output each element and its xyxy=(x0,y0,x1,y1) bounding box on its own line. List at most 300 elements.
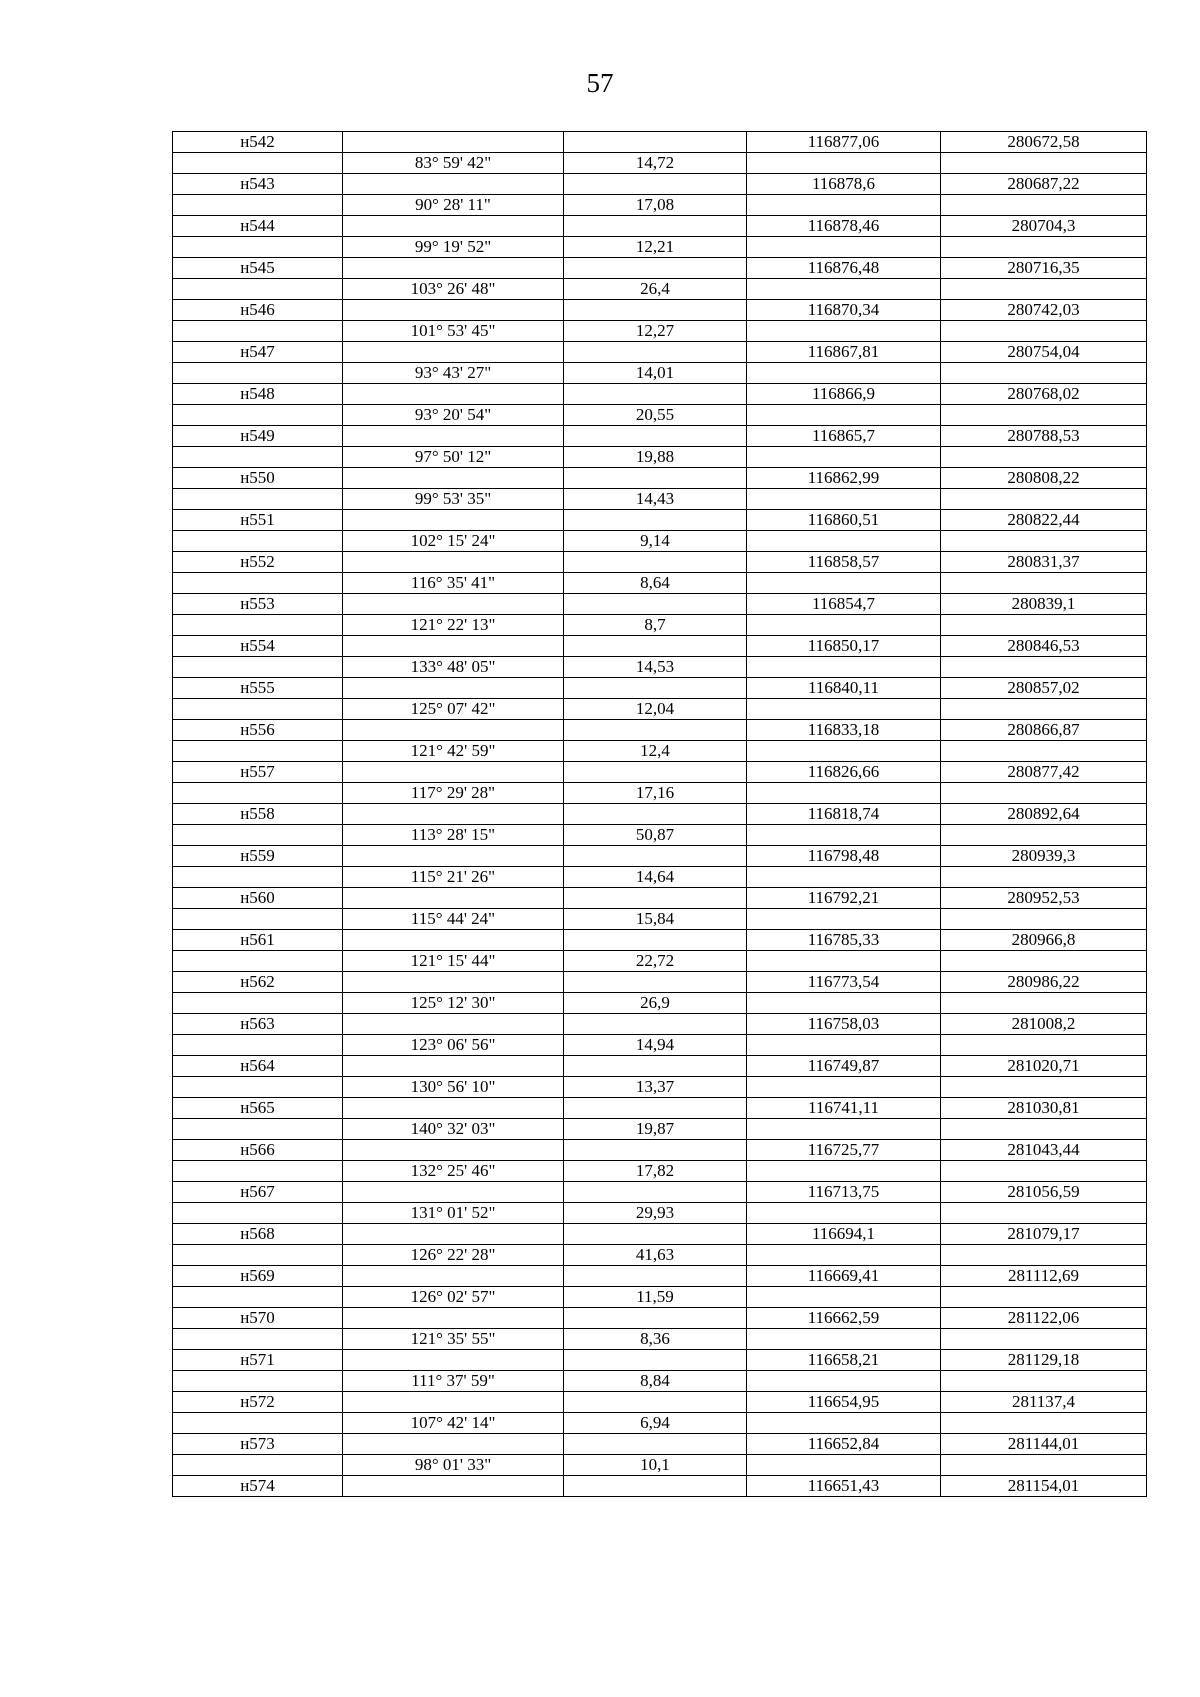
segment-row xyxy=(173,489,1147,510)
point-name-cell: н565 xyxy=(173,1098,343,1119)
direction-angle-cell: 90° 28' 11" xyxy=(343,195,564,216)
empty-cell xyxy=(941,1413,1147,1434)
point-name-cell: н558 xyxy=(173,804,343,825)
direction-angle-cell: 107° 42' 14" xyxy=(343,1413,564,1434)
coord-y-cell: 280808,22 xyxy=(941,468,1147,489)
empty-cell xyxy=(747,573,941,594)
empty-cell xyxy=(747,1119,941,1140)
coord-y-cell: 281030,81 xyxy=(941,1098,1147,1119)
direction-angle-cell: 116° 35' 41" xyxy=(343,573,564,594)
empty-cell xyxy=(941,195,1147,216)
empty-cell xyxy=(343,1182,564,1203)
segment-row xyxy=(173,993,1147,1014)
empty-cell xyxy=(747,1161,941,1182)
segment-row xyxy=(173,909,1147,930)
coord-x-cell: 116860,51 xyxy=(747,510,941,531)
empty-cell xyxy=(941,699,1147,720)
empty-cell xyxy=(173,867,343,888)
coord-x-cell: 116694,1 xyxy=(747,1224,941,1245)
coord-y-cell: 280704,3 xyxy=(941,216,1147,237)
empty-cell xyxy=(564,1224,747,1245)
point-name-cell: н567 xyxy=(173,1182,343,1203)
empty-cell xyxy=(941,321,1147,342)
point-name-cell: н562 xyxy=(173,972,343,993)
empty-cell xyxy=(343,762,564,783)
empty-cell xyxy=(343,888,564,909)
point-row xyxy=(173,720,1147,741)
coord-x-cell: 116725,77 xyxy=(747,1140,941,1161)
empty-cell xyxy=(343,1140,564,1161)
point-row xyxy=(173,888,1147,909)
coord-x-cell: 116866,9 xyxy=(747,384,941,405)
empty-cell xyxy=(564,300,747,321)
empty-cell xyxy=(564,342,747,363)
direction-angle-cell: 101° 53' 45" xyxy=(343,321,564,342)
empty-cell xyxy=(941,615,1147,636)
segment-row xyxy=(173,1077,1147,1098)
empty-cell xyxy=(564,426,747,447)
empty-cell xyxy=(343,678,564,699)
segment-length-cell: 19,88 xyxy=(564,447,747,468)
point-name-cell: н571 xyxy=(173,1350,343,1371)
segment-length-cell: 14,53 xyxy=(564,657,747,678)
direction-angle-cell: 125° 12' 30" xyxy=(343,993,564,1014)
empty-cell xyxy=(173,1371,343,1392)
coord-x-cell: 116876,48 xyxy=(747,258,941,279)
empty-cell xyxy=(564,1266,747,1287)
point-name-cell: н570 xyxy=(173,1308,343,1329)
segment-row xyxy=(173,1455,1147,1476)
empty-cell xyxy=(343,384,564,405)
direction-angle-cell: 113° 28' 15" xyxy=(343,825,564,846)
direction-angle-cell: 93° 20' 54" xyxy=(343,405,564,426)
point-row xyxy=(173,1434,1147,1455)
coord-y-cell: 280986,22 xyxy=(941,972,1147,993)
direction-angle-cell: 115° 44' 24" xyxy=(343,909,564,930)
empty-cell xyxy=(564,468,747,489)
empty-cell xyxy=(941,447,1147,468)
coord-x-cell: 116878,6 xyxy=(747,174,941,195)
empty-cell xyxy=(747,237,941,258)
empty-cell xyxy=(564,510,747,531)
coord-x-cell: 116792,21 xyxy=(747,888,941,909)
point-name-cell: н543 xyxy=(173,174,343,195)
segment-length-cell: 12,27 xyxy=(564,321,747,342)
segment-length-cell: 13,37 xyxy=(564,1077,747,1098)
point-name-cell: н563 xyxy=(173,1014,343,1035)
point-row xyxy=(173,1224,1147,1245)
empty-cell xyxy=(747,1245,941,1266)
empty-cell xyxy=(941,1245,1147,1266)
empty-cell xyxy=(747,489,941,510)
empty-cell xyxy=(941,1455,1147,1476)
point-name-cell: н572 xyxy=(173,1392,343,1413)
direction-angle-cell: 93° 43' 27" xyxy=(343,363,564,384)
segment-length-cell: 19,87 xyxy=(564,1119,747,1140)
empty-cell xyxy=(343,1224,564,1245)
segment-row xyxy=(173,1287,1147,1308)
direction-angle-cell: 99° 53' 35" xyxy=(343,489,564,510)
empty-cell xyxy=(564,972,747,993)
point-row xyxy=(173,1014,1147,1035)
point-row xyxy=(173,300,1147,321)
empty-cell xyxy=(747,447,941,468)
coord-y-cell: 280846,53 xyxy=(941,636,1147,657)
coord-x-cell: 116652,84 xyxy=(747,1434,941,1455)
point-row xyxy=(173,1056,1147,1077)
point-name-cell: н560 xyxy=(173,888,343,909)
empty-cell xyxy=(564,1392,747,1413)
segment-row xyxy=(173,405,1147,426)
empty-cell xyxy=(173,1119,343,1140)
segment-length-cell: 14,72 xyxy=(564,153,747,174)
empty-cell xyxy=(941,489,1147,510)
direction-angle-cell: 121° 22' 13" xyxy=(343,615,564,636)
empty-cell xyxy=(941,909,1147,930)
empty-cell xyxy=(747,279,941,300)
empty-cell xyxy=(173,783,343,804)
empty-cell xyxy=(173,1035,343,1056)
direction-angle-cell: 132° 25' 46" xyxy=(343,1161,564,1182)
point-name-cell: н553 xyxy=(173,594,343,615)
direction-angle-cell: 111° 37' 59" xyxy=(343,1371,564,1392)
direction-angle-cell: 102° 15' 24" xyxy=(343,531,564,552)
empty-cell xyxy=(173,279,343,300)
coord-y-cell: 281056,59 xyxy=(941,1182,1147,1203)
direction-angle-cell: 133° 48' 05" xyxy=(343,657,564,678)
empty-cell xyxy=(941,1371,1147,1392)
point-row xyxy=(173,762,1147,783)
empty-cell xyxy=(564,258,747,279)
direction-angle-cell: 117° 29' 28" xyxy=(343,783,564,804)
point-name-cell: н554 xyxy=(173,636,343,657)
empty-cell xyxy=(564,762,747,783)
coord-y-cell: 280866,87 xyxy=(941,720,1147,741)
segment-length-cell: 12,4 xyxy=(564,741,747,762)
point-name-cell: н546 xyxy=(173,300,343,321)
empty-cell xyxy=(747,615,941,636)
empty-cell xyxy=(564,1182,747,1203)
empty-cell xyxy=(343,1014,564,1035)
segment-length-cell: 14,43 xyxy=(564,489,747,510)
coord-x-cell: 116867,81 xyxy=(747,342,941,363)
direction-angle-cell: 131° 01' 52" xyxy=(343,1203,564,1224)
coord-y-cell: 280952,53 xyxy=(941,888,1147,909)
empty-cell xyxy=(173,573,343,594)
coord-y-cell: 280822,44 xyxy=(941,510,1147,531)
empty-cell xyxy=(564,636,747,657)
empty-cell xyxy=(747,195,941,216)
coord-x-cell: 116654,95 xyxy=(747,1392,941,1413)
empty-cell xyxy=(343,174,564,195)
coord-x-cell: 116854,7 xyxy=(747,594,941,615)
coord-x-cell: 116818,74 xyxy=(747,804,941,825)
segment-row xyxy=(173,447,1147,468)
empty-cell xyxy=(564,594,747,615)
point-name-cell: н544 xyxy=(173,216,343,237)
segment-row xyxy=(173,825,1147,846)
empty-cell xyxy=(173,363,343,384)
empty-cell xyxy=(564,804,747,825)
empty-cell xyxy=(564,1476,747,1497)
point-name-cell: н574 xyxy=(173,1476,343,1497)
direction-angle-cell: 121° 35' 55" xyxy=(343,1329,564,1350)
empty-cell xyxy=(343,1308,564,1329)
direction-angle-cell: 126° 02' 57" xyxy=(343,1287,564,1308)
coord-x-cell: 116785,33 xyxy=(747,930,941,951)
point-name-cell: н542 xyxy=(173,132,343,153)
segment-length-cell: 26,9 xyxy=(564,993,747,1014)
empty-cell xyxy=(941,657,1147,678)
segment-length-cell: 6,94 xyxy=(564,1413,747,1434)
coord-y-cell: 281144,01 xyxy=(941,1434,1147,1455)
segment-length-cell: 12,21 xyxy=(564,237,747,258)
empty-cell xyxy=(941,741,1147,762)
coord-x-cell: 116877,06 xyxy=(747,132,941,153)
empty-cell xyxy=(941,405,1147,426)
segment-length-cell: 8,36 xyxy=(564,1329,747,1350)
empty-cell xyxy=(747,1287,941,1308)
empty-cell xyxy=(173,951,343,972)
coord-y-cell: 280768,02 xyxy=(941,384,1147,405)
empty-cell xyxy=(941,1287,1147,1308)
empty-cell xyxy=(343,930,564,951)
coord-x-cell: 116833,18 xyxy=(747,720,941,741)
direction-angle-cell: 115° 21' 26" xyxy=(343,867,564,888)
empty-cell xyxy=(173,615,343,636)
coord-x-cell: 116749,87 xyxy=(747,1056,941,1077)
empty-cell xyxy=(343,216,564,237)
coord-y-cell: 280857,02 xyxy=(941,678,1147,699)
point-row xyxy=(173,1140,1147,1161)
empty-cell xyxy=(564,1056,747,1077)
empty-cell xyxy=(173,1329,343,1350)
point-row xyxy=(173,174,1147,195)
coord-x-cell: 116773,54 xyxy=(747,972,941,993)
coord-y-cell: 281008,2 xyxy=(941,1014,1147,1035)
empty-cell xyxy=(564,174,747,195)
segment-length-cell: 17,08 xyxy=(564,195,747,216)
empty-cell xyxy=(173,405,343,426)
direction-angle-cell: 103° 26' 48" xyxy=(343,279,564,300)
point-row xyxy=(173,342,1147,363)
coord-y-cell: 281079,17 xyxy=(941,1224,1147,1245)
empty-cell xyxy=(343,636,564,657)
point-row xyxy=(173,510,1147,531)
empty-cell xyxy=(564,1308,747,1329)
point-row xyxy=(173,972,1147,993)
empty-cell xyxy=(343,1434,564,1455)
empty-cell xyxy=(173,447,343,468)
direction-angle-cell: 98° 01' 33" xyxy=(343,1455,564,1476)
empty-cell xyxy=(173,909,343,930)
empty-cell xyxy=(173,1287,343,1308)
empty-cell xyxy=(564,1434,747,1455)
empty-cell xyxy=(941,825,1147,846)
segment-row xyxy=(173,741,1147,762)
empty-cell xyxy=(343,1476,564,1497)
direction-angle-cell: 83° 59' 42" xyxy=(343,153,564,174)
coord-x-cell: 116758,03 xyxy=(747,1014,941,1035)
direction-angle-cell: 125° 07' 42" xyxy=(343,699,564,720)
segment-row xyxy=(173,1413,1147,1434)
empty-cell xyxy=(343,300,564,321)
segment-length-cell: 8,7 xyxy=(564,615,747,636)
direction-angle-cell: 130° 56' 10" xyxy=(343,1077,564,1098)
empty-cell xyxy=(941,153,1147,174)
empty-cell xyxy=(747,1455,941,1476)
segment-length-cell: 29,93 xyxy=(564,1203,747,1224)
empty-cell xyxy=(173,699,343,720)
empty-cell xyxy=(173,1161,343,1182)
empty-cell xyxy=(173,993,343,1014)
point-row xyxy=(173,216,1147,237)
empty-cell xyxy=(173,153,343,174)
empty-cell xyxy=(564,930,747,951)
empty-cell xyxy=(343,972,564,993)
point-name-cell: н573 xyxy=(173,1434,343,1455)
direction-angle-cell: 126° 22' 28" xyxy=(343,1245,564,1266)
empty-cell xyxy=(173,1077,343,1098)
empty-cell xyxy=(941,279,1147,300)
point-name-cell: н552 xyxy=(173,552,343,573)
segment-length-cell: 41,63 xyxy=(564,1245,747,1266)
empty-cell xyxy=(747,993,941,1014)
empty-cell xyxy=(343,1056,564,1077)
segment-row xyxy=(173,1035,1147,1056)
point-row xyxy=(173,552,1147,573)
page-number: 57 xyxy=(586,68,614,98)
empty-cell xyxy=(343,1098,564,1119)
empty-cell xyxy=(747,657,941,678)
empty-cell xyxy=(941,993,1147,1014)
segment-row xyxy=(173,1371,1147,1392)
point-row xyxy=(173,594,1147,615)
empty-cell xyxy=(747,363,941,384)
empty-cell xyxy=(747,699,941,720)
segment-row xyxy=(173,237,1147,258)
segment-length-cell: 14,94 xyxy=(564,1035,747,1056)
coord-x-cell: 116651,43 xyxy=(747,1476,941,1497)
coord-y-cell: 280788,53 xyxy=(941,426,1147,447)
coord-x-cell: 116669,41 xyxy=(747,1266,941,1287)
empty-cell xyxy=(941,1203,1147,1224)
empty-cell xyxy=(941,951,1147,972)
coordinates-table-body xyxy=(173,132,1147,1497)
coord-y-cell: 281154,01 xyxy=(941,1476,1147,1497)
empty-cell xyxy=(173,1455,343,1476)
empty-cell xyxy=(941,573,1147,594)
segment-length-cell: 22,72 xyxy=(564,951,747,972)
segment-length-cell: 11,59 xyxy=(564,1287,747,1308)
point-name-cell: н557 xyxy=(173,762,343,783)
segment-row xyxy=(173,1203,1147,1224)
empty-cell xyxy=(747,951,941,972)
empty-cell xyxy=(747,909,941,930)
point-row xyxy=(173,930,1147,951)
empty-cell xyxy=(173,237,343,258)
segment-row xyxy=(173,531,1147,552)
segment-length-cell: 14,64 xyxy=(564,867,747,888)
empty-cell xyxy=(747,1035,941,1056)
coord-x-cell: 116713,75 xyxy=(747,1182,941,1203)
empty-cell xyxy=(343,468,564,489)
point-row xyxy=(173,636,1147,657)
point-name-cell: н551 xyxy=(173,510,343,531)
empty-cell xyxy=(941,1035,1147,1056)
point-name-cell: н564 xyxy=(173,1056,343,1077)
segment-length-cell: 20,55 xyxy=(564,405,747,426)
segment-row xyxy=(173,573,1147,594)
coord-x-cell: 116862,99 xyxy=(747,468,941,489)
empty-cell xyxy=(343,426,564,447)
empty-cell xyxy=(564,1014,747,1035)
empty-cell xyxy=(343,510,564,531)
point-name-cell: н550 xyxy=(173,468,343,489)
empty-cell xyxy=(941,783,1147,804)
coord-x-cell: 116798,48 xyxy=(747,846,941,867)
empty-cell xyxy=(564,132,747,153)
segment-length-cell: 15,84 xyxy=(564,909,747,930)
coord-y-cell: 280672,58 xyxy=(941,132,1147,153)
segment-length-cell: 17,16 xyxy=(564,783,747,804)
empty-cell xyxy=(564,888,747,909)
coord-y-cell: 280754,04 xyxy=(941,342,1147,363)
segment-length-cell: 8,64 xyxy=(564,573,747,594)
coord-y-cell: 280839,1 xyxy=(941,594,1147,615)
coord-x-cell: 116741,11 xyxy=(747,1098,941,1119)
coord-x-cell: 116850,17 xyxy=(747,636,941,657)
empty-cell xyxy=(343,1266,564,1287)
empty-cell xyxy=(747,531,941,552)
empty-cell xyxy=(941,363,1147,384)
segment-length-cell: 12,04 xyxy=(564,699,747,720)
empty-cell xyxy=(564,678,747,699)
point-name-cell: н555 xyxy=(173,678,343,699)
empty-cell xyxy=(173,825,343,846)
empty-cell xyxy=(941,1077,1147,1098)
segment-length-cell: 17,82 xyxy=(564,1161,747,1182)
empty-cell xyxy=(173,321,343,342)
point-name-cell: н547 xyxy=(173,342,343,363)
coord-x-cell: 116840,11 xyxy=(747,678,941,699)
empty-cell xyxy=(564,384,747,405)
coord-y-cell: 280892,64 xyxy=(941,804,1147,825)
point-row xyxy=(173,1392,1147,1413)
segment-row xyxy=(173,783,1147,804)
direction-angle-cell: 121° 15' 44" xyxy=(343,951,564,972)
segment-row xyxy=(173,153,1147,174)
empty-cell xyxy=(747,741,941,762)
direction-angle-cell: 99° 19' 52" xyxy=(343,237,564,258)
point-row xyxy=(173,384,1147,405)
empty-cell xyxy=(747,321,941,342)
segment-row xyxy=(173,1245,1147,1266)
empty-cell xyxy=(941,237,1147,258)
coord-x-cell: 116826,66 xyxy=(747,762,941,783)
empty-cell xyxy=(564,846,747,867)
segment-length-cell: 50,87 xyxy=(564,825,747,846)
empty-cell xyxy=(173,657,343,678)
point-row xyxy=(173,846,1147,867)
segment-row xyxy=(173,951,1147,972)
empty-cell xyxy=(343,1350,564,1371)
coord-x-cell: 116658,21 xyxy=(747,1350,941,1371)
point-name-cell: н545 xyxy=(173,258,343,279)
segment-row xyxy=(173,1119,1147,1140)
coord-y-cell: 281129,18 xyxy=(941,1350,1147,1371)
empty-cell xyxy=(747,405,941,426)
